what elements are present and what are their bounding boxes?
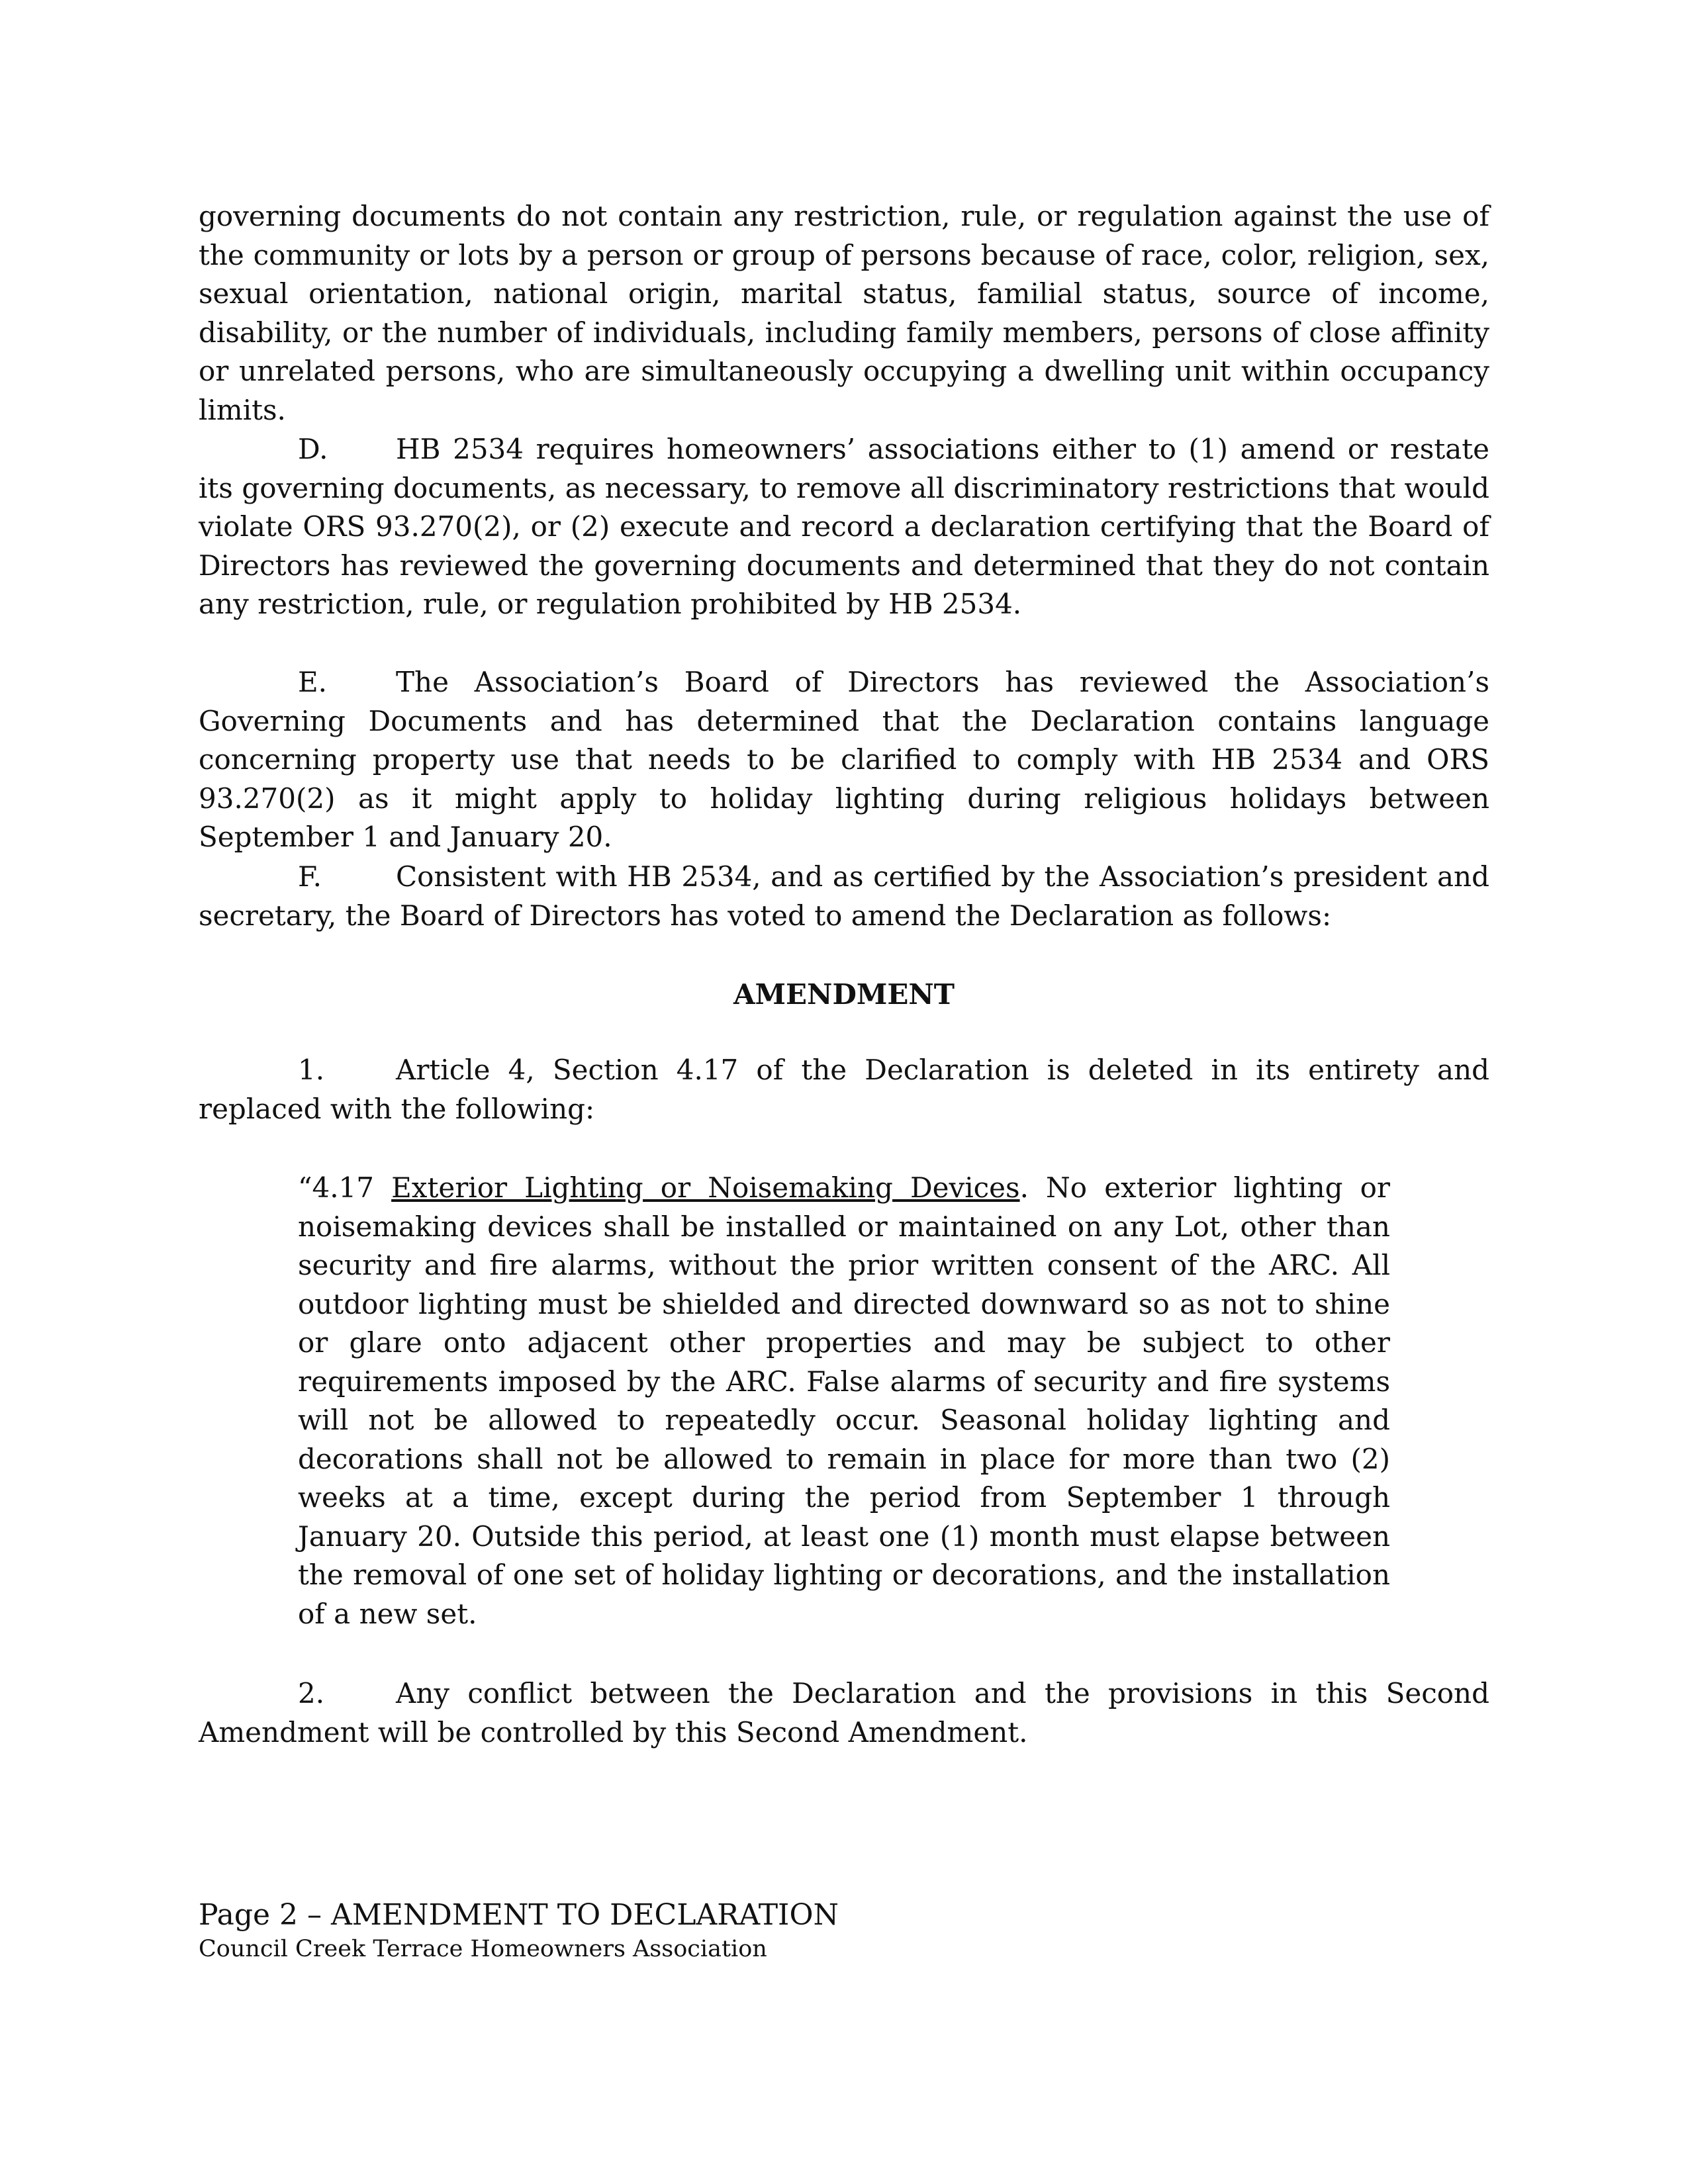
amendment-item-2-label: 2. — [298, 1677, 325, 1709]
recital-f — [199, 858, 1489, 935]
recital-d-text: HB 2534 requires homeowners’ associations either to (1) amend or restate its governing documents, as necessary, to remove all discriminatory restrictions that would violate ORS 93.270(2), or (2) execute and record a declaration certifying that the Board of Directors has reviewed the governing documents and determined that they do not contain any restriction, rule, or regulation prohibited by HB 2534. — [199, 433, 1489, 620]
recital-f-label: F. — [298, 860, 322, 893]
amendment-item-2 — [199, 1674, 1489, 1752]
amendment-item-1-text: Article 4, Section 4.17 of the Declaration is deleted in its entirety and replaced with the following: — [199, 1054, 1489, 1125]
recital-d — [199, 430, 1489, 624]
amendment-item-1 — [199, 1051, 1489, 1128]
recital-d-label: D. — [298, 433, 328, 465]
amendment-item-2-text: Any conflict between the Declaration and the provisions in this Second Amendment will be controlled by this Second Amendment. — [199, 1677, 1489, 1749]
quoted-section-text: . No exterior lighting or noisemaking devices shall be installed or maintained on any Lot, other than security and fire alarms, without the prior written consent of the ARC. All outdoor lighting must be shielded and directed downward so as not to shine or glare onto adjacent other properties and may be subject to other requirements imposed by the ARC. False alarms of security and fire systems will not be allowed to repeatedly occur. Seasonal holiday lighting and decorations shall not be allowed to remain in place for more than two (2) weeks at a time, except during the period from September 1 through January 20. Outside this period, at least one (1) month must elapse between the removal of one set of holiday lighting or decorations, and the installation of a new set. — [298, 1171, 1390, 1630]
quoted-section-4-17 — [298, 1169, 1390, 1633]
footer-association-name: Council Creek Terrace Homeowners Association — [199, 1936, 767, 1962]
amendment-item-1-label: 1. — [298, 1054, 325, 1086]
amendment-heading: AMENDMENT — [733, 978, 955, 1011]
opening-paragraph: governing documents do not contain any restriction, rule, or regulation against the use of the community or lots by a person or group of persons because of race, color, religion, sex, sexual orientation, national origin, marital status, familial status, source of income, disability, or the number of individuals, including family members, persons of close affinity or unrelated persons, who are simultaneously occupying a dwelling unit within occupancy limits. — [199, 200, 1489, 426]
recital-e-text: The Association’s Board of Directors has reviewed the Association’s Governing Documents and has determined that the Declaration contains language concerning property use that needs to be clarified to comply with HB 2534 and ORS 93.270(2) as it might apply to holiday lighting during religious holidays between September 1 and January 20. — [199, 666, 1489, 853]
recital-e-label: E. — [298, 666, 328, 698]
quoted-section-title: Exterior Lighting or Noisemaking Devices — [391, 1171, 1020, 1204]
recital-f-text: Consistent with HB 2534, and as certified by the Association’s president and secretary, the Board of Directors has voted to amend the Declaration as follows: — [199, 860, 1489, 932]
quoted-section-prefix: “4.17 — [298, 1171, 392, 1204]
footer-page-title: Page 2 – AMENDMENT TO DECLARATION — [199, 1898, 839, 1932]
recital-e — [199, 663, 1489, 857]
